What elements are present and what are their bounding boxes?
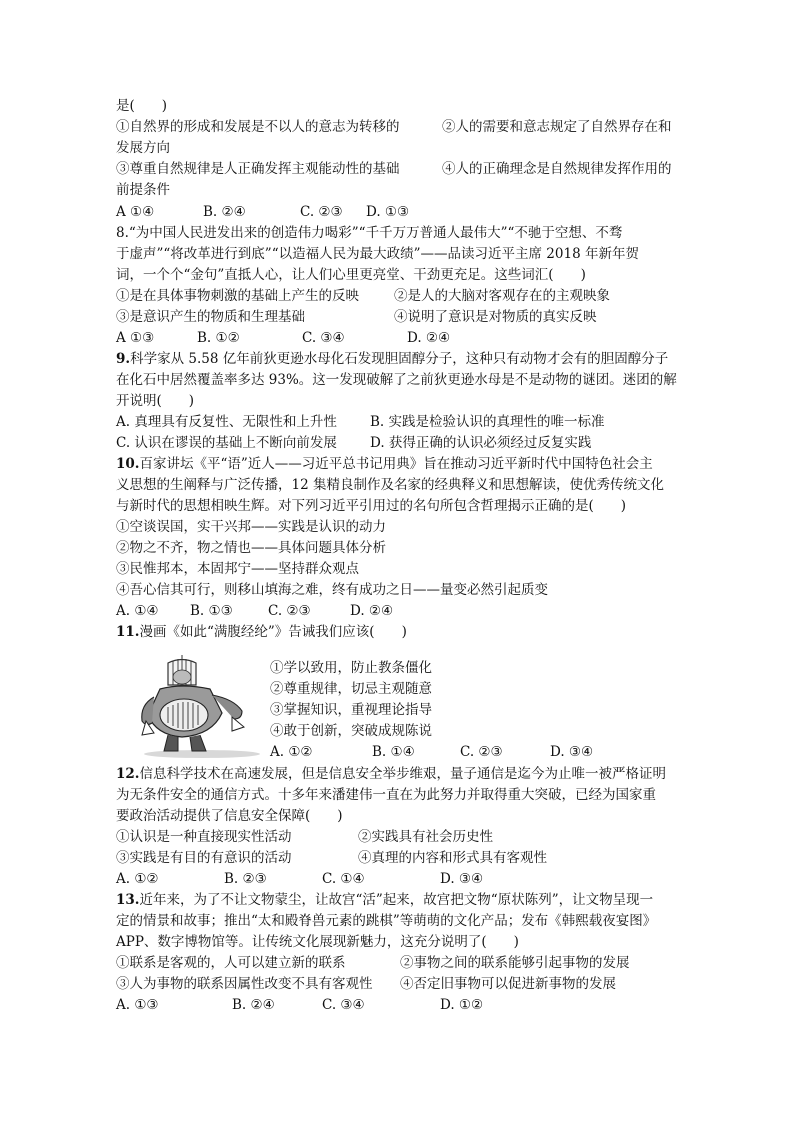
q7-option-4: ④人的正确理念是自然规律发挥作用的 [442, 161, 672, 177]
q7-option-2-cont: 发展方向 [116, 140, 170, 156]
q7-option-2: ②人的需要和意志规定了自然界存在和 [442, 119, 672, 135]
q9-stem-line-3: 开说明( ) [116, 393, 195, 409]
q11-option-4: ④敢于创新，突破成规陈说 [270, 723, 432, 739]
q10-choice-a: A. ①④ [116, 603, 159, 619]
q13-option-1: ①联系是客观的，人可以建立新的联系 [116, 955, 346, 971]
q10-option-3: ③民惟邦本，本固邦宁——坚持群众观点 [116, 561, 359, 577]
q8-option-3: ③是意识产生的物质和生理基础 [116, 309, 305, 325]
q11-option-2: ②尊重规律，切忌主观随意 [270, 681, 432, 697]
q12-choice-a: A. ①② [116, 871, 159, 887]
q10-stem-line-3: 与新时代的思想相映生辉。对下列习近平引用过的名句所包含哲理揭示正确的是( ) [116, 498, 627, 514]
q11-stem: 11.漫画《如此“满腹经纶”》告诫我们应该( ) [116, 624, 407, 640]
q9-option-d: D. 获得正确的认识必须经过反复实践 [370, 435, 592, 451]
q13-option-4: ④否定旧事物可以促进新事物的发展 [400, 976, 616, 992]
cartoon-illustration [138, 655, 264, 759]
q12-number: 12. [116, 766, 140, 782]
q7-choice-b: B. ②④ [203, 204, 246, 220]
q11-choice-b: B. ①④ [372, 744, 415, 760]
q12-option-3: ③实践是有目的有意识的活动 [116, 850, 292, 866]
q8-stem-line-2: 于虚声”“将改革进行到底”“以造福人民为最大政绩”——品读习近平主席 2018 年新年贺 [116, 246, 639, 262]
q10-stem-line-1: 10.百家讲坛《平“语”近人——习近平总书记用典》旨在推动习近平新时代中国特色社会主 [116, 456, 653, 472]
q8-choice-d: D. ②④ [407, 330, 451, 346]
q8-choice-b: B. ①② [197, 330, 240, 346]
q9-stem-line-1: 9.科学家从 5.58 亿年前狄更逊水母化石发现胆固醇分子，这种只有动物才会有的胆固醇分子 [116, 351, 669, 367]
q8-stem-line-1: 8.“为中国人民进发出来的创造伟力喝彩”“千千万万普通人最伟大”“不驰于空想、不骛 [116, 225, 623, 241]
q13-option-3: ③人为事物的联系因属性改变不具有客观性 [116, 976, 373, 992]
q12-option-2: ②实践具有社会历史性 [358, 829, 493, 845]
q10-choice-b: B. ①③ [190, 603, 233, 619]
q12-choice-b: B. ②③ [224, 871, 267, 887]
cartoon-image [138, 655, 264, 759]
q12-stem-line-3: 要政治活动提供了信息安全保障( ) [116, 808, 343, 824]
q13-choice-c: C. ③④ [322, 997, 365, 1013]
q13-choice-d: D. ①② [440, 997, 484, 1013]
q9-option-c: C. 认识在谬误的基础上不断向前发展 [116, 435, 337, 451]
q10-number: 10. [116, 456, 140, 472]
q12-stem-line-2: 为无条件安全的通信方式。十多年来潘建伟一直在为此努力并取得重大突破，已经为国家重 [116, 787, 656, 803]
q13-option-2: ②事物之间的联系能够引起事物的发展 [400, 955, 630, 971]
q11-option-1: ①学以致用，防止教条僵化 [270, 660, 432, 676]
q7-choice-a: A ①④ [116, 204, 155, 220]
q13-choice-b: B. ②④ [232, 997, 275, 1013]
q11-choice-a: A. ①② [270, 744, 313, 760]
q12-option-1: ①认识是一种直接现实性活动 [116, 829, 292, 845]
q7-option-3: ③尊重自然规律是人正确发挥主观能动性的基础 [116, 161, 400, 177]
q13-stem-line-2: 定的情景和故事；推出“太和殿脊兽元素的跳棋”等萌萌的文化产品；发布《韩熙载夜宴图》 [116, 913, 657, 929]
q12-option-4: ④真理的内容和形式具有客观性 [358, 850, 547, 866]
q8-option-1: ①是在具体事物刺激的基础上产生的反映 [116, 288, 359, 304]
q12-stem-line-1: 12.信息科学技术在高速发展，但是信息安全举步维艰，量子通信是迄今为止唯一被严格证明 [116, 766, 666, 782]
q11-choice-c: C. ②③ [460, 744, 503, 760]
q12-choice-d: D. ③④ [440, 871, 484, 887]
q9-number: 9. [116, 351, 131, 367]
q13-stem-line-1: 13.近年来，为了不让文物蒙尘，让故宫“活”起来，故宫把文物“原状陈列”，让文物呈现一 [116, 892, 654, 908]
q7-option-1: ①自然界的形成和发展是不以人的意志为转移的 [116, 119, 400, 135]
q7-choice-c: C. ②③ [300, 204, 343, 220]
q8-choice-c: C. ③④ [302, 330, 345, 346]
q11-choice-d: D. ③④ [550, 744, 594, 760]
q9-option-b: B. 实践是检验认识的真理性的唯一标准 [370, 414, 605, 430]
q8-choice-a: A ①③ [116, 330, 155, 346]
q8-stem-line-3: 词，一个个“金句”直抵人心，让人们心里更亮堂、干劲更充足。这些词汇( ) [116, 267, 586, 283]
q13-choice-a: A. ①③ [116, 997, 159, 1013]
q13-number: 13. [116, 892, 140, 908]
q10-choice-c: C. ②③ [268, 603, 311, 619]
q7-stem-tail: 是( ) [116, 98, 168, 114]
q10-option-2: ②物之不齐，物之情也——具体问题具体分析 [116, 540, 386, 556]
q10-stem-line-2: 义思想的生阐释与广泛传播，12 集精良制作及名家的经典释义和思想解读，使优秀传统文化 [116, 477, 664, 493]
q9-stem-line-2: 在化石中居然覆盖率多达 93%。这一发现破解了之前狄更逊水母是不是动物的谜团。迷团的解 [116, 372, 677, 388]
q7-choice-d: D. ①③ [366, 204, 410, 220]
q10-option-4: ④吾心信其可行，则移山填海之难，终有成功之日——量变必然引起质变 [116, 582, 548, 598]
q12-choice-c: C. ①④ [322, 871, 365, 887]
q13-stem-line-3: APP、数字博物馆等。让传统文化展现新魅力，这充分说明了( ) [116, 934, 519, 950]
q11-number: 11. [116, 624, 140, 640]
q8-option-4: ④说明了意识是对物质的真实反映 [394, 309, 597, 325]
q10-choice-d: D. ②④ [350, 603, 394, 619]
q11-option-3: ③掌握知识，重视理论指导 [270, 702, 432, 718]
q9-option-a: A. 真理具有反复性、无限性和上升性 [116, 414, 337, 430]
q7-option-4-cont: 前提条件 [116, 182, 170, 198]
q10-option-1: ①空谈误国，实干兴邦——实践是认识的动力 [116, 519, 386, 535]
q8-option-2: ②是人的大脑对客观存在的主观映象 [394, 288, 610, 304]
